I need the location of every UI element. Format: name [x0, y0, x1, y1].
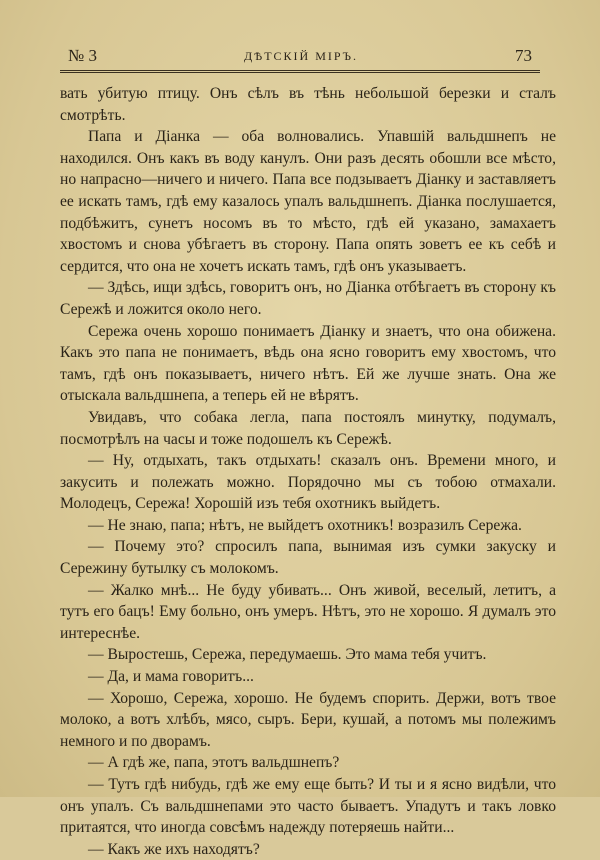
issue-number: № 3 — [68, 46, 97, 65]
paragraph: Папа и Діанка — оба волновались. Упавшій вальдшнепъ не находился. Онъ какъ въ воду канулъ. Они разъ десять обошли все мѣсто, но напрасно—ничего и ничего. Папа все подзываетъ Діанку и заставляетъ ее искать тамъ, гдѣ ему казалось упалъ вальдшнепъ. Діанка послушается, подбѣжитъ, сунетъ носомъ въ то мѣсто, гдѣ ей указано, замахаетъ хвостомъ и снова убѣгаетъ въ сторону. Папа опять зоветъ ее къ себѣ и сердится, что она не хочетъ искать тамъ, гдѣ онъ указываетъ. — [60, 128, 556, 275]
paragraph: — Не знаю, папа; нѣтъ, не выйдетъ охотникъ! возразилъ Сережа. — [88, 516, 522, 534]
paragraph: Сережа очень хорошо понимаетъ Діанку и знаетъ, что она обижена. Какъ это папа не понимаетъ, вѣдь она ясно говоритъ ему хвостомъ, что тамъ, гдѣ онъ показываетъ, ничего нѣтъ. Ей же лучше знать. Она же отыскала вальдшнепа, а теперь ей не вѣрятъ. — [60, 322, 556, 405]
paragraph: — Жалко мнѣ... Не буду убивать... Онъ живой, веселый, летитъ, а тутъ его бацъ! Ему больно, онъ умеръ. Нѣтъ, это не хорошо. Я думалъ это интереснѣе. — [60, 581, 556, 642]
page-number: 73 — [515, 46, 532, 65]
paragraph: — Выростешь, Сережа, передумаешь. Это мама тебя учитъ. — [88, 646, 487, 664]
paragraph: — А гдѣ же, папа, этотъ вальдшнепъ? — [88, 754, 340, 772]
paragraph: вать убитую птицу. Онъ сѣлъ въ тѣнь небольшой березки и сталъ смотрѣть. — [60, 85, 556, 124]
body-text — [60, 83, 556, 860]
paragraph: — Здѣсь, ищи здѣсь, говоритъ онъ, но Діанка отбѣгаетъ въ сторону къ Сережѣ и ложится около него. — [60, 279, 556, 318]
paragraph: — Да, и мама говоритъ... — [88, 668, 254, 686]
paragraph: — Какъ же ихъ находятъ? — [88, 840, 260, 858]
paragraph: — Тутъ гдѣ нибудь, гдѣ же ему еще быть? И ты и я ясно видѣли, что онъ упалъ. Съ вальдшнепами это часто бываетъ. Упадутъ и такъ ловко притаятся, что иногда совсѣмъ надежду потеряешь найти... — [60, 776, 556, 837]
paragraph: — Хорошо, Сережа, хорошо. Не будемъ спорить. Держи, вотъ твое молоко, а вотъ хлѣбъ, мясо, сыръ. Бери, кушай, а потомъ мы полежимъ немного и по дворамъ. — [60, 689, 556, 750]
header-rule — [60, 70, 540, 73]
magazine-title: ДѢТСКІЙ МІРЪ. — [243, 49, 359, 63]
page-header — [62, 46, 540, 68]
paragraph: — Почему это? спросилъ папа, вынимая изъ сумки закуску и Сережину бутылку съ молокомъ. — [60, 538, 556, 578]
paragraph: — Ну, отдыхать, такъ отдыхать! сказалъ онъ. Времени много, и закусить и полежать можно. Порядочно мы съ тобою отмахали. Молодецъ, Сережа! Хорошій изъ тебя охотникъ выйдетъ. — [60, 452, 556, 513]
paragraph: Увидавъ, что собака легла, папа постоялъ минутку, подумалъ, посмотрѣлъ на часы и тоже подошелъ къ Сережѣ. — [60, 408, 556, 448]
